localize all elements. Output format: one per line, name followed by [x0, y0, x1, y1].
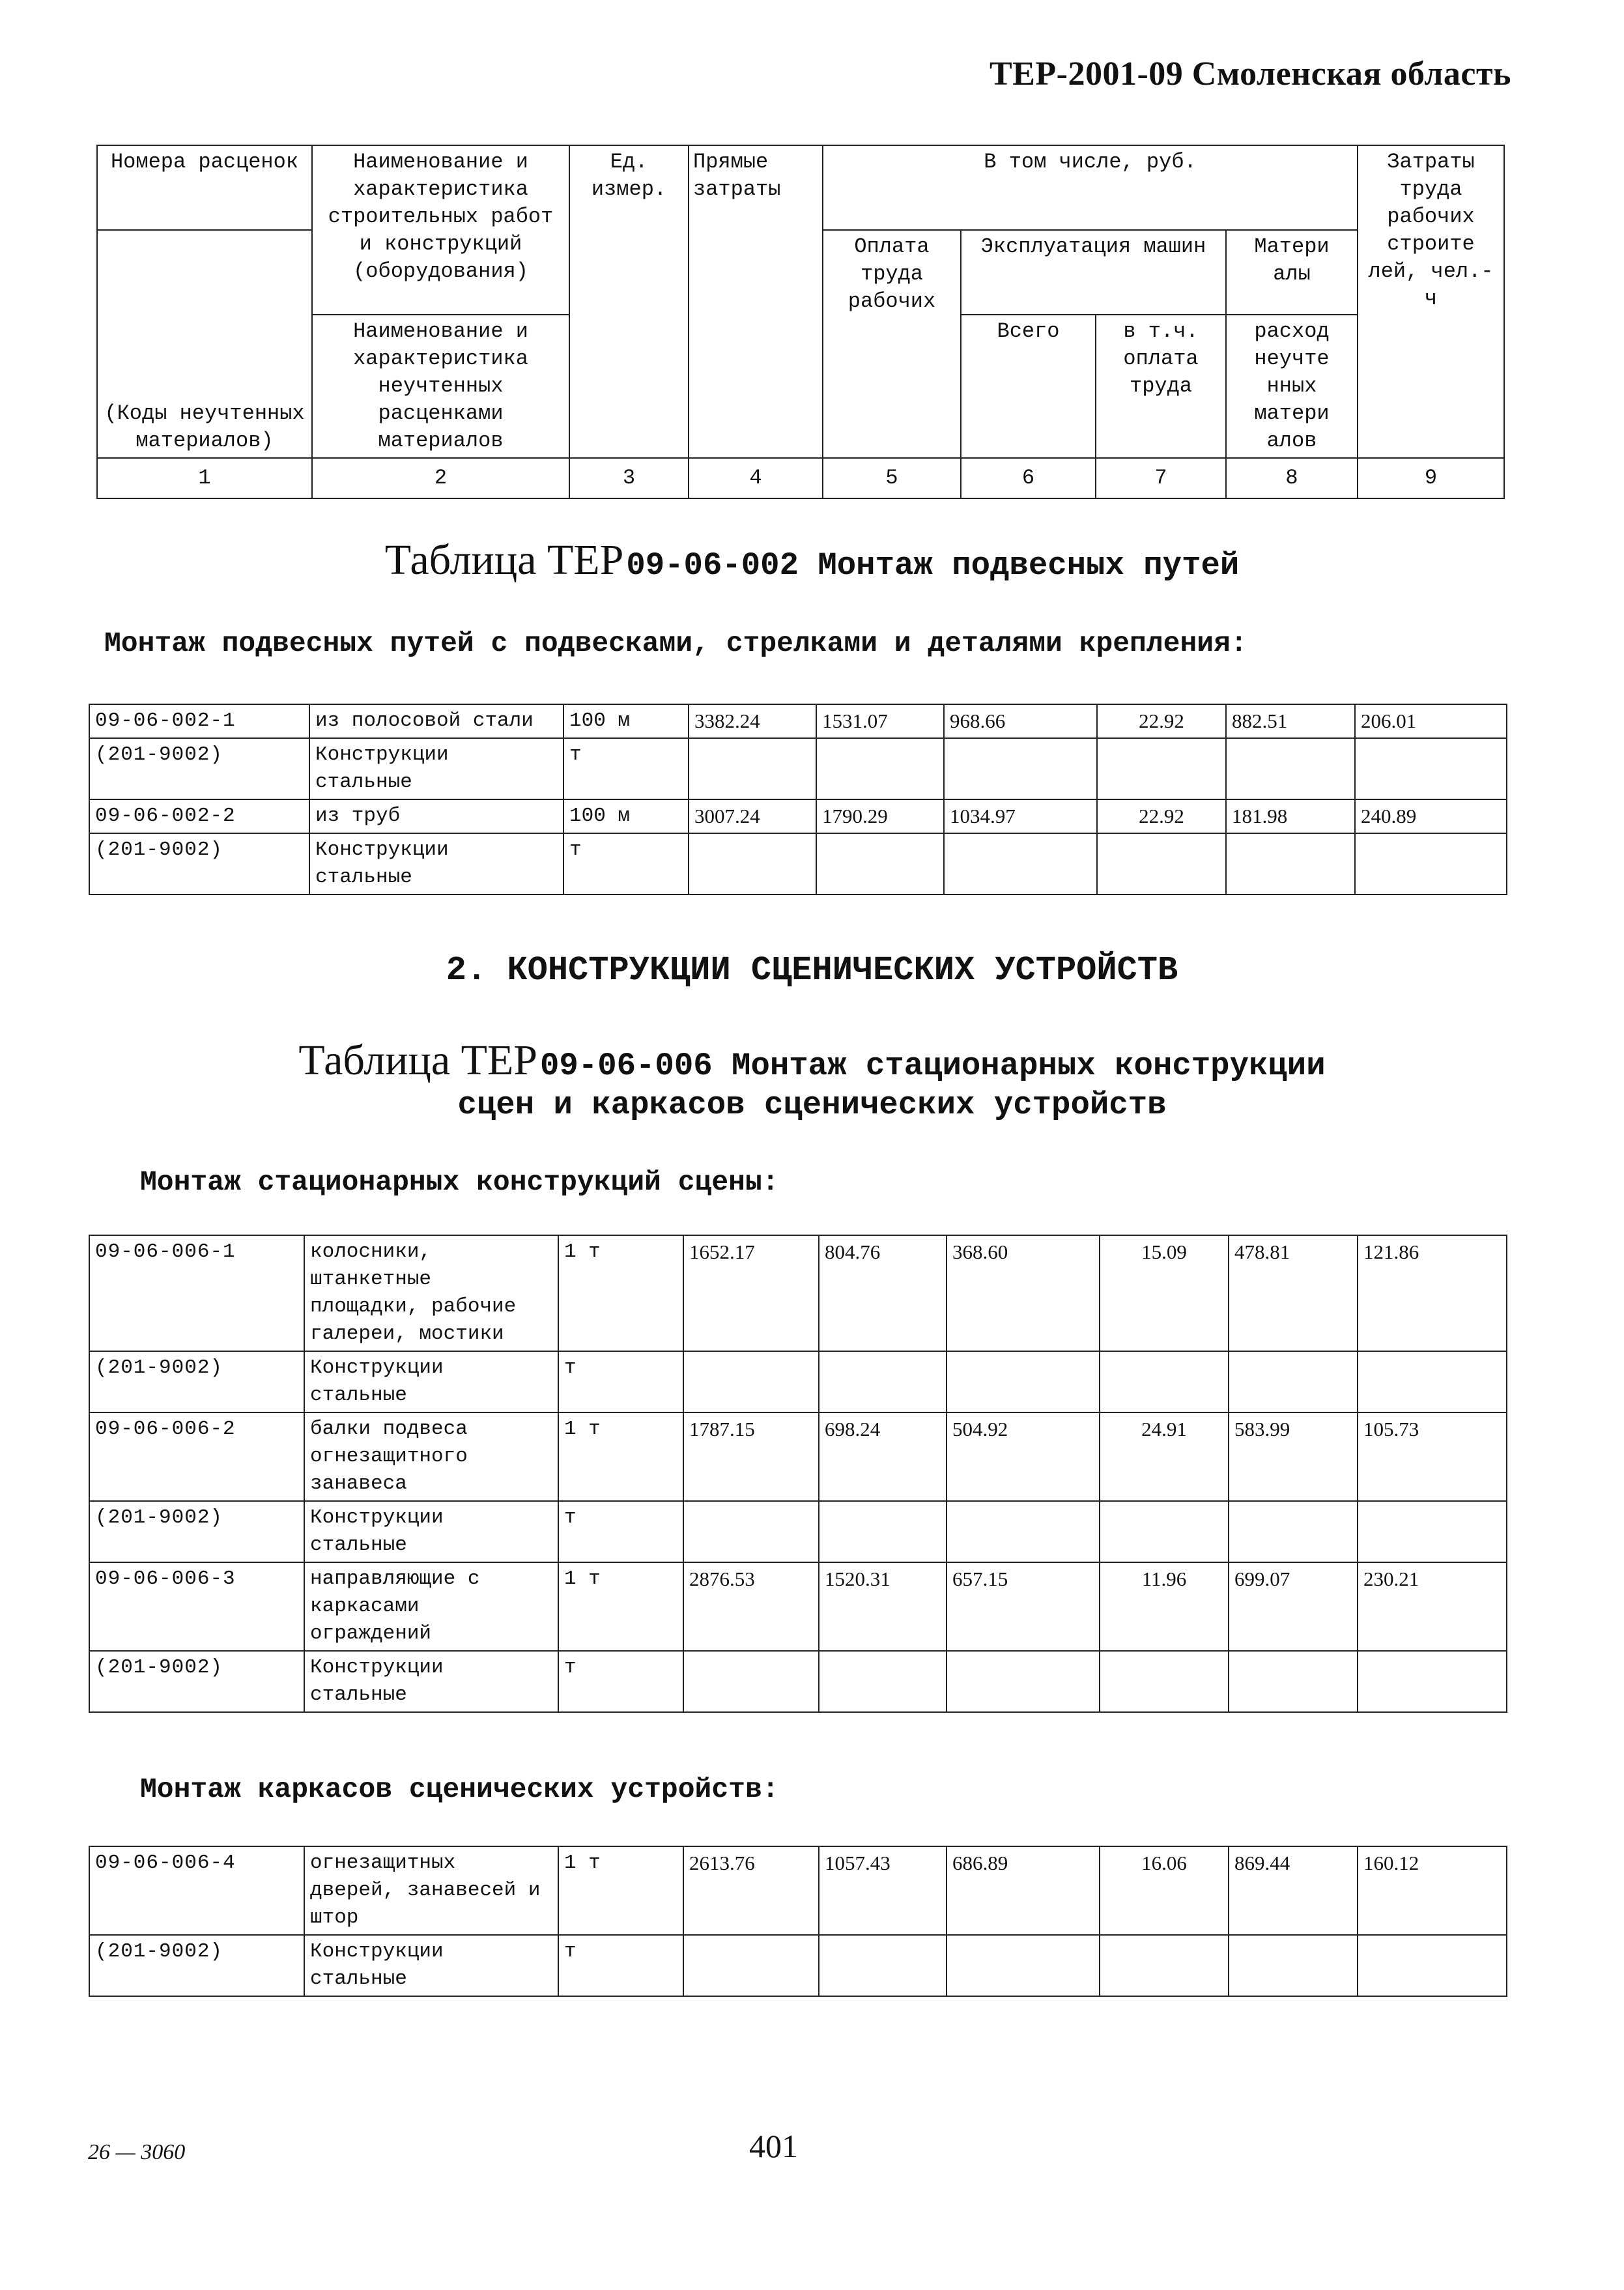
- header-code-label: Номера расценок: [97, 145, 312, 230]
- cell-machine-wages: 11.96: [1100, 1562, 1229, 1651]
- table-row: [89, 738, 1507, 799]
- table-002-body: [89, 704, 1507, 895]
- cell-code: 09-06-006-4: [89, 1846, 304, 1935]
- cell-labor: [1358, 1935, 1507, 1996]
- table-002-title: [0, 536, 1624, 585]
- cell-direct: [683, 1351, 819, 1412]
- cell-labor: [1355, 738, 1507, 799]
- table-row: [89, 1501, 1507, 1562]
- table-006-subtitle-2: Монтаж каркасов сценических устройств:: [140, 1773, 779, 1805]
- cell-code: 09-06-006-2: [89, 1412, 304, 1501]
- header-including-label: В том числе, руб.: [823, 145, 1358, 230]
- cell-machine-wages: [1100, 1935, 1229, 1996]
- cell-unit: т: [558, 1501, 683, 1562]
- cell-labor: 206.01: [1355, 704, 1507, 738]
- table-006-part-1: [89, 1235, 1507, 1713]
- table-002-title-rest: 09-06-002 Монтаж подвесных путей: [626, 547, 1240, 584]
- cell-machine-wages: [1097, 738, 1226, 799]
- cell-code: (201-9002): [89, 833, 309, 895]
- cell-code: 09-06-002-1: [89, 704, 309, 738]
- header-col-number: 6: [961, 458, 1096, 498]
- cell-machine-wages: 22.92: [1097, 799, 1226, 833]
- cell-code: (201-9002): [89, 738, 309, 799]
- cell-materials: 181.98: [1226, 799, 1355, 833]
- cell-machines: 686.89: [947, 1846, 1100, 1935]
- cell-labor: [1358, 1351, 1507, 1412]
- cell-wages: [819, 1651, 947, 1712]
- table-006-title-rest: 09-06-006 Монтаж стационарных конструкции: [540, 1048, 1326, 1084]
- cell-unit: 1 т: [558, 1562, 683, 1651]
- header-col-number: 7: [1096, 458, 1226, 498]
- cell-machines: 368.60: [947, 1235, 1100, 1351]
- header-labor-cost-label: Затраты труда рабочих строите лей, чел.-ч: [1358, 145, 1504, 458]
- cell-direct: 2613.76: [683, 1846, 819, 1935]
- cell-code: 09-06-002-2: [89, 799, 309, 833]
- cell-machines: 1034.97: [944, 799, 1097, 833]
- cell-machine-wages: 22.92: [1097, 704, 1226, 738]
- section-title: 2. КОНСТРУКЦИИ СЦЕНИЧЕСКИХ УСТРОЙСТВ: [446, 951, 1178, 990]
- cell-name: огнезащитных дверей, занавесей и штор: [304, 1846, 558, 1935]
- cell-materials: 583.99: [1229, 1412, 1358, 1501]
- header-col-number: 8: [1226, 458, 1358, 498]
- cell-direct: 2876.53: [683, 1562, 819, 1651]
- cell-machine-wages: [1100, 1501, 1229, 1562]
- header-col-number: 2: [312, 458, 569, 498]
- cell-labor: 160.12: [1358, 1846, 1507, 1935]
- table-row: [89, 1562, 1507, 1651]
- cell-name: Конструкции стальные: [304, 1651, 558, 1712]
- cell-machines: 504.92: [947, 1412, 1100, 1501]
- header-col-number: 3: [569, 458, 689, 498]
- header-direct-cost-label: Прямые затраты: [689, 145, 823, 458]
- header-col-number: 9: [1358, 458, 1504, 498]
- cell-direct: [683, 1935, 819, 1996]
- cell-unit: т: [558, 1935, 683, 1996]
- table-006-subtitle-1: Монтаж стационарных конструкций сцены:: [140, 1166, 779, 1198]
- cell-direct: [689, 833, 816, 895]
- table-006-part-2-body: [89, 1846, 1507, 1996]
- table-row: [89, 1235, 1507, 1351]
- cell-name: Конструкции стальные: [304, 1351, 558, 1412]
- header-unaccounted-name-label: Наименование и характеристика неучтенных расценками материалов: [312, 315, 569, 458]
- cell-direct: 1652.17: [683, 1235, 819, 1351]
- cell-direct: 3382.24: [689, 704, 816, 738]
- cell-machine-wages: 15.09: [1100, 1235, 1229, 1351]
- cell-labor: [1358, 1501, 1507, 1562]
- cell-wages: [819, 1351, 947, 1412]
- header-unaccounted-codes-label: (Коды неучтенных материалов): [97, 230, 312, 458]
- cell-machines: [947, 1935, 1100, 1996]
- cell-machines: [944, 738, 1097, 799]
- cell-machines: [947, 1501, 1100, 1562]
- cell-name: из полосовой стали: [309, 704, 563, 738]
- header-materials-label: Матери алы: [1226, 230, 1358, 315]
- table-row: [89, 799, 1507, 833]
- cell-materials: [1229, 1351, 1358, 1412]
- header-unaccounted-use-label: расход неучте нных матери алов: [1226, 315, 1358, 458]
- table-002-subtitle: Монтаж подвесных путей с подвесками, стрелками и деталями крепления:: [104, 627, 1247, 659]
- cell-unit: т: [563, 833, 689, 895]
- cell-name: Конструкции стальные: [309, 738, 563, 799]
- cell-code: 09-06-006-1: [89, 1235, 304, 1351]
- cell-materials: [1229, 1651, 1358, 1712]
- table-row: [89, 704, 1507, 738]
- cell-direct: 3007.24: [689, 799, 816, 833]
- cell-wages: [816, 738, 944, 799]
- cell-materials: 478.81: [1229, 1235, 1358, 1351]
- table-006-title: [0, 1036, 1624, 1085]
- cell-machine-wages: [1100, 1351, 1229, 1412]
- column-header-table: [96, 145, 1505, 499]
- table-006-title-line2: [0, 1087, 1624, 1123]
- cell-materials: [1226, 833, 1355, 895]
- table-row: [89, 833, 1507, 895]
- header-incl-wages-label: в т.ч. оплата труда: [1096, 315, 1226, 458]
- cell-labor: [1358, 1651, 1507, 1712]
- cell-name: балки подвеса огнезащитного занавеса: [304, 1412, 558, 1501]
- cell-unit: 100 м: [563, 799, 689, 833]
- cell-direct: [683, 1501, 819, 1562]
- table-002: [89, 704, 1507, 895]
- table-row: [89, 1935, 1507, 1996]
- cell-code: (201-9002): [89, 1935, 304, 1996]
- header-total-label: Всего: [961, 315, 1096, 458]
- cell-unit: 1 т: [558, 1412, 683, 1501]
- cell-unit: т: [563, 738, 689, 799]
- table-002-title-lead: Таблица ТЕР: [384, 536, 624, 584]
- cell-labor: [1355, 833, 1507, 895]
- cell-unit: т: [558, 1651, 683, 1712]
- cell-wages: 1057.43: [819, 1846, 947, 1935]
- header-machines-label: Эксплуатация машин: [961, 230, 1226, 315]
- cell-unit: 1 т: [558, 1235, 683, 1351]
- cell-machines: [947, 1351, 1100, 1412]
- cell-materials: 699.07: [1229, 1562, 1358, 1651]
- header-name-label: Наименование и характеристика строительных работ и конструкций (оборудования): [312, 145, 569, 315]
- table-006-title-line2-text: сцен и каркасов сценических устройств: [457, 1087, 1167, 1123]
- cell-machines: [944, 833, 1097, 895]
- cell-labor: 240.89: [1355, 799, 1507, 833]
- table-006-part-1-body: [89, 1235, 1507, 1712]
- cell-machines: [947, 1651, 1100, 1712]
- table-row: [89, 1846, 1507, 1935]
- cell-labor: 230.21: [1358, 1562, 1507, 1651]
- table-006-title-lead: Таблица ТЕР: [298, 1037, 537, 1084]
- cell-labor: 121.86: [1358, 1235, 1507, 1351]
- running-header: ТЕР-2001-09 Смоленская область: [990, 55, 1511, 93]
- cell-name: из труб: [309, 799, 563, 833]
- cell-code: 09-06-006-3: [89, 1562, 304, 1651]
- cell-unit: 100 м: [563, 704, 689, 738]
- cell-materials: [1226, 738, 1355, 799]
- table-row: [89, 1412, 1507, 1501]
- cell-name: Конструкции стальные: [304, 1935, 558, 1996]
- header-col-number: 4: [689, 458, 823, 498]
- header-col-number: 1: [97, 458, 312, 498]
- cell-machines: 657.15: [947, 1562, 1100, 1651]
- cell-name: колосники, штанкетные площадки, рабочие галереи, мостики: [304, 1235, 558, 1351]
- cell-unit: 1 т: [558, 1846, 683, 1935]
- cell-wages: [819, 1935, 947, 1996]
- cell-wages: [819, 1501, 947, 1562]
- cell-materials: [1229, 1935, 1358, 1996]
- cell-name: направляющие с каркасами ограждений: [304, 1562, 558, 1651]
- cell-name: Конструкции стальные: [309, 833, 563, 895]
- cell-unit: т: [558, 1351, 683, 1412]
- header-wages-label: Оплата труда рабочих: [823, 230, 961, 458]
- cell-direct: [683, 1651, 819, 1712]
- cell-code: (201-9002): [89, 1501, 304, 1562]
- table-006-part-2: [89, 1846, 1507, 1997]
- cell-machine-wages: 16.06: [1100, 1846, 1229, 1935]
- cell-machine-wages: [1100, 1651, 1229, 1712]
- header-col-number: 5: [823, 458, 961, 498]
- cell-wages: 1531.07: [816, 704, 944, 738]
- cell-direct: [689, 738, 816, 799]
- cell-direct: 1787.15: [683, 1412, 819, 1501]
- footer-code: 26 — 3060: [88, 2140, 186, 2164]
- cell-machine-wages: 24.91: [1100, 1412, 1229, 1501]
- cell-wages: [816, 833, 944, 895]
- cell-wages: 804.76: [819, 1235, 947, 1351]
- cell-labor: 105.73: [1358, 1412, 1507, 1501]
- cell-machines: 968.66: [944, 704, 1097, 738]
- cell-name: Конструкции стальные: [304, 1501, 558, 1562]
- table-row: [89, 1651, 1507, 1712]
- cell-code: (201-9002): [89, 1351, 304, 1412]
- cell-materials: 869.44: [1229, 1846, 1358, 1935]
- cell-wages: 1790.29: [816, 799, 944, 833]
- cell-wages: 1520.31: [819, 1562, 947, 1651]
- page-number: 401: [749, 2128, 798, 2164]
- cell-materials: [1229, 1501, 1358, 1562]
- cell-wages: 698.24: [819, 1412, 947, 1501]
- cell-machine-wages: [1097, 833, 1226, 895]
- table-row: [89, 1351, 1507, 1412]
- cell-code: (201-9002): [89, 1651, 304, 1712]
- header-unit-label: Ед. измер.: [569, 145, 689, 458]
- cell-materials: 882.51: [1226, 704, 1355, 738]
